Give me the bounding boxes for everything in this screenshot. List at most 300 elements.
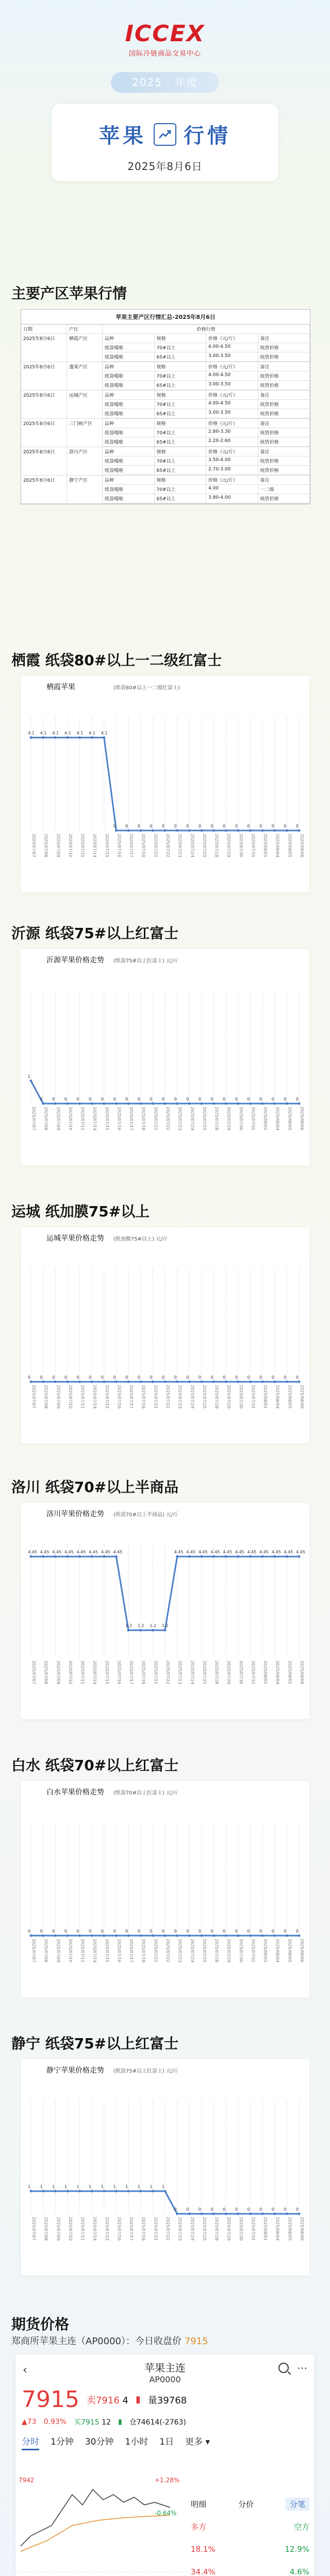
chart-inner-title: 白水苹果价格走势 [46, 1788, 104, 1797]
data-point [249, 1935, 252, 1937]
x-tick-label: 2025/07/21 [153, 1939, 158, 1963]
x-tick-label: 2025/08/04 [275, 1660, 280, 1685]
line-chart [21, 676, 309, 892]
x-tick-label: 2025/07/28 [214, 2217, 219, 2241]
data-label: 0 [186, 824, 189, 828]
data-label: 4.45 [174, 1550, 184, 1555]
x-tick-label: 2025/08/05 [287, 1107, 292, 1131]
chart-inner-subtitle: (纸袋80#以上一二级红富士) [113, 685, 180, 691]
volume-label: 量39768 [147, 2395, 187, 2406]
item-cell: 纸袋嘎啦 [103, 494, 155, 503]
item-cell: 统货价格 [258, 371, 310, 380]
tab-30min[interactable]: 30分钟 [85, 2437, 114, 2447]
open-interest: 仓74614(-2763) [129, 2418, 186, 2427]
data-label: 0 [137, 1097, 140, 1101]
item-cell: 纸袋嘎啦 [103, 400, 155, 409]
logo-subtitle: 国际冷链商品交易中心 [128, 50, 201, 58]
data-label: 0 [235, 1929, 238, 1934]
data-point [103, 1103, 105, 1105]
data-label: 1.2 [137, 1623, 144, 1629]
data-point [200, 829, 203, 832]
back-arrow-icon[interactable]: ‹ [23, 2364, 27, 2377]
sub-col: 价格（元/斤） [206, 476, 258, 484]
sub-header [103, 362, 310, 371]
x-tick-label: 2025/08/04 [275, 834, 280, 858]
data-label: 4.45 [247, 1550, 257, 1555]
x-tick-label: 2025/08/01 [263, 2217, 268, 2241]
sub-col: 备注 [258, 447, 310, 456]
item-cell: 统货价格 [258, 437, 310, 446]
x-tick-label: 2025/07/24 [190, 1107, 195, 1131]
data-label: 1 [28, 1074, 31, 1079]
x-tick-label: 2025/07/18 [141, 1107, 146, 1131]
data-point [115, 1381, 118, 1383]
x-tick-label: 2025/07/17 [129, 834, 134, 858]
x-tick-label: 2025/07/29 [226, 1107, 232, 1131]
data-label: 0 [52, 1375, 55, 1380]
x-tick-label: 2025/07/29 [226, 1385, 232, 1409]
data-label: 1 [52, 2184, 55, 2189]
data-label: 4.45 [210, 1550, 220, 1555]
sub-header [103, 419, 310, 428]
data-point [176, 1935, 178, 1937]
tab-more[interactable] [185, 2434, 210, 2450]
logo-mark: ICCEX [125, 21, 205, 47]
data-label: 0 [259, 824, 262, 828]
data-point [237, 1935, 239, 1937]
data-label: 4.45 [40, 1550, 50, 1555]
x-tick-label: 2025/07/07 [31, 834, 36, 858]
data-label: 0 [28, 1929, 31, 1934]
x-tick-label: 2025/07/29 [226, 834, 232, 858]
item-cell: 纸袋嘎啦 [103, 371, 155, 380]
x-tick-label: 2025/07/14 [92, 834, 97, 858]
chart-inner-title: 运城苹果价格走势 [46, 1234, 104, 1243]
x-tick-label: 2025/07/16 [117, 1660, 122, 1685]
data-point [212, 1555, 215, 1558]
x-tick-label: 2025/07/08 [43, 2217, 48, 2241]
data-point [273, 1381, 276, 1383]
data-label: 0 [223, 2207, 226, 2212]
futures-note [11, 2334, 208, 2347]
title-card [52, 104, 278, 181]
x-tick-label: 2025/07/09 [56, 1107, 61, 1131]
line-chart [21, 2059, 309, 2276]
region-price-table [21, 309, 310, 504]
data-label: 0 [125, 1097, 128, 1101]
data-label: 1.2 [125, 1623, 132, 1629]
item-cell: 4.00-4.50 [206, 343, 258, 352]
x-tick-label: 2025/07/22 [166, 1385, 170, 1409]
data-label: 0 [125, 1929, 128, 1934]
table-header [21, 325, 310, 334]
x-tick-label: 2025/07/22 [166, 2217, 170, 2241]
data-label: 0 [137, 1375, 140, 1380]
data-point [127, 1381, 130, 1383]
data-label: 0 [235, 1097, 238, 1101]
side-right: 空方 [293, 2522, 309, 2532]
data-label: 0 [150, 1375, 153, 1380]
data-point [66, 1103, 69, 1105]
data-point [298, 1103, 301, 1105]
price-level-high: 7942 [19, 2477, 35, 2484]
side-tab-detail[interactable]: 明细 [191, 2499, 207, 2509]
data-label: 1 [137, 2184, 140, 2189]
side-right: 12.9% [285, 2545, 309, 2554]
data-point [54, 2190, 57, 2193]
side-tab-ticks[interactable]: 分笔 [286, 2498, 309, 2511]
row-region: 洛川产区 [67, 447, 103, 475]
table-row [21, 362, 310, 391]
data-label: 0 [271, 824, 274, 828]
data-label: 1 [89, 2184, 92, 2189]
sub-col: 规格 [155, 419, 207, 428]
data-point [42, 1381, 44, 1383]
data-label: 0 [150, 1929, 153, 1934]
row-items [103, 447, 310, 475]
sub-col: 规格 [155, 476, 207, 484]
data-label: 0 [259, 1375, 262, 1380]
item-cell: 统货价格 [258, 466, 310, 474]
data-label: 0 [89, 1929, 92, 1934]
data-point [249, 829, 252, 832]
side-row [191, 2561, 309, 2576]
data-point [273, 829, 276, 832]
data-point [261, 1935, 264, 1937]
data-point [298, 2213, 301, 2215]
vol-marker: ▮ [135, 2394, 141, 2405]
data-label: 4.1 [89, 731, 95, 736]
price-line-item [103, 409, 310, 418]
data-point [139, 2190, 142, 2193]
x-tick-label: 2025/08/06 [300, 1939, 304, 1963]
oi-marker: ▮ [118, 2418, 122, 2426]
x-tick-label: 2025/07/16 [117, 1107, 122, 1131]
side-left: 34.4% [191, 2567, 216, 2576]
item-cell: 2.70-3.00 [206, 466, 258, 474]
x-tick-label: 2025/07/10 [68, 1660, 73, 1685]
data-point [249, 1555, 252, 1558]
data-point [225, 1935, 227, 1937]
chart-inner-title: 沂源苹果价格走势 [46, 956, 104, 964]
data-point [225, 829, 227, 832]
sub-header [103, 391, 310, 400]
x-tick-label: 2025/07/31 [251, 2217, 256, 2241]
item-cell: 纸袋嘎啦 [103, 466, 155, 474]
data-label: 0 [186, 1097, 189, 1101]
row-items [103, 391, 310, 418]
data-point [237, 1103, 239, 1105]
item-cell: 70#以上 [155, 456, 207, 465]
item-cell: 65#以上 [155, 381, 207, 389]
data-label: 0 [247, 824, 250, 828]
item-cell: 70#以上 [155, 485, 207, 494]
data-point [164, 829, 167, 832]
data-label: 0 [137, 1929, 140, 1934]
section-chart-title: 沂源 纸袋75#以上红富士 [11, 925, 179, 942]
buy-quote [74, 2417, 111, 2427]
chevron-down-icon: ▾ [205, 2437, 210, 2447]
data-label: 0 [247, 2207, 250, 2212]
data-point [261, 1555, 264, 1558]
x-tick-label: 2025/07/23 [177, 2217, 183, 2241]
row-region: 蓬莱产区 [67, 362, 103, 390]
data-point [115, 1555, 118, 1558]
x-tick-label: 2025/07/16 [117, 2217, 122, 2241]
x-tick-label: 2025/07/16 [117, 834, 122, 858]
data-point [78, 2190, 81, 2193]
data-point [200, 1381, 203, 1383]
data-point [261, 829, 264, 832]
item-cell: 2.80-3.30 [206, 428, 258, 437]
data-point [298, 1555, 301, 1558]
data-label: 0 [64, 1097, 68, 1101]
x-tick-label: 2025/07/21 [153, 1107, 158, 1131]
more-dots-icon[interactable]: ⋯ [297, 2362, 307, 2374]
data-label: 4.1 [101, 731, 108, 736]
data-label: 0 [76, 1929, 79, 1934]
data-point [237, 829, 239, 832]
sub-col: 规格 [155, 447, 207, 456]
data-label: 0 [223, 1929, 226, 1934]
data-point [237, 1381, 239, 1383]
x-tick-label: 2025/07/14 [92, 1939, 97, 1963]
price-line-item [103, 352, 310, 362]
x-tick-label: 2025/07/08 [43, 1660, 48, 1685]
price-chart-card [21, 676, 309, 892]
x-tick-label: 2025/07/09 [56, 834, 61, 858]
data-label: 0 [125, 1375, 128, 1380]
search-icon[interactable] [278, 2363, 289, 2373]
item-cell: 纸袋嘎啦 [103, 428, 155, 437]
chart-inner-subtitle: (纸袋70#以上半商品) 元/斤 [113, 1512, 178, 1518]
data-point [42, 1103, 44, 1105]
tab-1day[interactable]: 1日 [159, 2437, 174, 2447]
buy-qty: 12 [102, 2418, 111, 2427]
page-title [52, 104, 278, 149]
data-point [115, 829, 118, 832]
x-tick-label: 2025/07/08 [43, 834, 48, 858]
line-chart [21, 1781, 309, 1997]
data-point [78, 736, 81, 739]
data-label: 4.45 [76, 1550, 86, 1555]
data-label: 0 [52, 1929, 55, 1934]
data-point [212, 1381, 215, 1383]
data-label: 0 [186, 1929, 189, 1934]
row-date: 2025年8月6日 [21, 391, 67, 418]
x-tick-label: 2025/08/05 [287, 2217, 292, 2241]
x-tick-label: 2025/07/09 [56, 1385, 61, 1409]
x-tick-label: 2025/07/11 [80, 2217, 85, 2241]
row-date: 2025年8月6日 [21, 362, 67, 390]
x-tick-label: 2025/08/06 [300, 1107, 304, 1131]
data-point [91, 1555, 93, 1558]
x-tick-label: 2025/07/30 [238, 1660, 243, 1685]
price-chart-card [21, 949, 309, 1165]
x-tick-label: 2025/07/07 [31, 2217, 36, 2241]
data-point [176, 2213, 178, 2215]
data-label: 0 [40, 1929, 43, 1934]
data-label: 0 [101, 1097, 104, 1101]
item-cell: 统货价格 [258, 343, 310, 352]
data-point [225, 1103, 227, 1105]
sub-col: 品种 [103, 391, 155, 399]
data-point [152, 2190, 154, 2193]
x-tick-label: 2025/07/10 [68, 1939, 73, 1963]
data-point [273, 1103, 276, 1105]
data-point [78, 1935, 81, 1937]
data-point [152, 1381, 154, 1383]
data-label: 0 [113, 1375, 116, 1380]
x-tick-label: 2025/07/21 [153, 834, 158, 858]
data-point [164, 1629, 167, 1632]
x-tick-label: 2025/07/22 [166, 834, 170, 858]
x-tick-label: 2025/07/25 [202, 1939, 207, 1963]
item-cell: 65#以上 [155, 494, 207, 503]
col-region: 产区 [67, 325, 103, 333]
data-point [91, 2190, 93, 2193]
data-label: 0 [235, 1375, 238, 1380]
data-point [298, 1935, 301, 1937]
price-line-item [103, 437, 310, 447]
x-tick-label: 2025/07/18 [141, 834, 146, 858]
data-point [273, 1555, 276, 1558]
x-tick-label: 2025/08/06 [300, 1385, 304, 1409]
pct-level-high: +1.28% [155, 2477, 180, 2484]
data-point [66, 1935, 69, 1937]
data-point [188, 1555, 191, 1558]
x-tick-label: 2025/07/10 [68, 834, 73, 858]
chart-inner-title: 洛川苹果价格走势 [46, 1510, 104, 1518]
data-point [103, 2190, 105, 2193]
data-label: 4.1 [76, 731, 84, 736]
data-label: 0 [174, 2207, 177, 2212]
chart-inner-subtitle: (纸加膜75#以上) 元/斤 [113, 1236, 168, 1242]
data-point [139, 1103, 142, 1105]
x-tick-label: 2025/07/08 [43, 1385, 48, 1409]
x-tick-label: 2025/07/18 [141, 1939, 146, 1963]
item-cell: 统货价格 [258, 352, 310, 361]
data-label: 0 [76, 1375, 79, 1380]
x-tick-label: 2025/07/17 [129, 1385, 134, 1409]
data-point [249, 2213, 252, 2215]
item-cell: 3.00-3.50 [206, 381, 258, 389]
sub-header [103, 447, 310, 456]
data-label: 4.45 [223, 1550, 232, 1555]
x-tick-label: 2025/07/18 [141, 1385, 146, 1409]
data-point [30, 736, 32, 739]
x-tick-label: 2025/07/18 [141, 2217, 146, 2241]
x-tick-label: 2025/08/01 [263, 1107, 268, 1131]
data-label: 4.45 [101, 1550, 110, 1555]
data-label: 0 [271, 2207, 274, 2212]
data-point [200, 1103, 203, 1105]
last-price: 7915 [22, 2386, 79, 2413]
data-point [42, 1935, 44, 1937]
data-point [103, 1381, 105, 1383]
table-body [21, 334, 310, 504]
avg-line [21, 2515, 170, 2551]
data-point [200, 1935, 203, 1937]
data-label: 0 [198, 2207, 202, 2212]
data-label: 0 [210, 1929, 213, 1934]
data-label: 4.45 [89, 1550, 98, 1555]
tab-1hour[interactable]: 1小时 [125, 2437, 148, 2447]
tab-intraday[interactable]: 分时 [22, 2434, 39, 2450]
side-tab-price[interactable]: 分价 [238, 2499, 254, 2509]
tab-1min[interactable]: 1分钟 [51, 2437, 74, 2447]
data-point [42, 1555, 44, 1558]
x-tick-label: 2025/08/04 [275, 1939, 280, 1963]
item-cell: 3.00-3.50 [206, 352, 258, 361]
data-label: 0 [284, 1929, 287, 1934]
data-point [127, 1629, 130, 1632]
row-date: 2025年8月6日 [21, 476, 67, 503]
data-label: 0 [174, 824, 177, 828]
data-label: 4.45 [198, 1550, 208, 1555]
data-label: 0 [186, 1375, 189, 1380]
sub-header [103, 334, 310, 343]
x-tick-label: 2025/07/10 [68, 1385, 73, 1409]
data-point [139, 1629, 142, 1632]
data-label: 1 [162, 2184, 165, 2189]
data-label: 0 [271, 1097, 274, 1101]
sub-col: 品种 [103, 476, 155, 484]
data-point [42, 2190, 44, 2193]
data-label: 4.45 [259, 1550, 269, 1555]
data-point [127, 829, 130, 832]
data-point [188, 1103, 191, 1105]
x-tick-label: 2025/07/25 [202, 834, 207, 858]
data-point [212, 1935, 215, 1937]
data-point [286, 1103, 288, 1105]
sell-quote [87, 2393, 128, 2406]
data-point [54, 736, 57, 739]
x-tick-label: 2025/07/23 [177, 1660, 183, 1685]
data-point [176, 1555, 178, 1558]
data-label: 0 [271, 1375, 274, 1380]
data-label: 0 [198, 1097, 202, 1101]
sub-col: 品种 [103, 447, 155, 456]
line-chart [21, 1503, 309, 1719]
x-tick-label: 2025/07/28 [214, 834, 219, 858]
data-label: 4.1 [40, 731, 47, 736]
data-point [54, 1555, 57, 1558]
data-label: 0 [284, 1097, 287, 1101]
item-cell: 3.80-4.00 [206, 494, 258, 503]
data-point [91, 736, 93, 739]
item-cell: 4.00-4.50 [206, 400, 258, 409]
sub-col: 品种 [103, 334, 155, 343]
data-point [200, 2213, 203, 2215]
section-chart-title: 静宁 纸袋75#以上红富士 [11, 2035, 179, 2052]
data-point [127, 1935, 130, 1937]
x-tick-label: 2025/07/15 [104, 834, 109, 858]
data-point [66, 1381, 69, 1383]
data-label: 4.45 [284, 1550, 293, 1555]
tab-more-label: 更多 [185, 2437, 203, 2447]
side-row [191, 2538, 309, 2561]
data-label: 0 [247, 1097, 250, 1101]
x-tick-label: 2025/08/06 [300, 834, 304, 858]
data-point [286, 2213, 288, 2215]
data-point [176, 1381, 178, 1383]
x-tick-label: 2025/07/30 [238, 834, 243, 858]
section-main-regions: 主要产区苹果行情 [11, 285, 127, 302]
x-tick-label: 2025/07/25 [202, 1385, 207, 1409]
x-tick-label: 2025/07/09 [56, 1939, 61, 1963]
sub-col: 规格 [155, 334, 207, 343]
